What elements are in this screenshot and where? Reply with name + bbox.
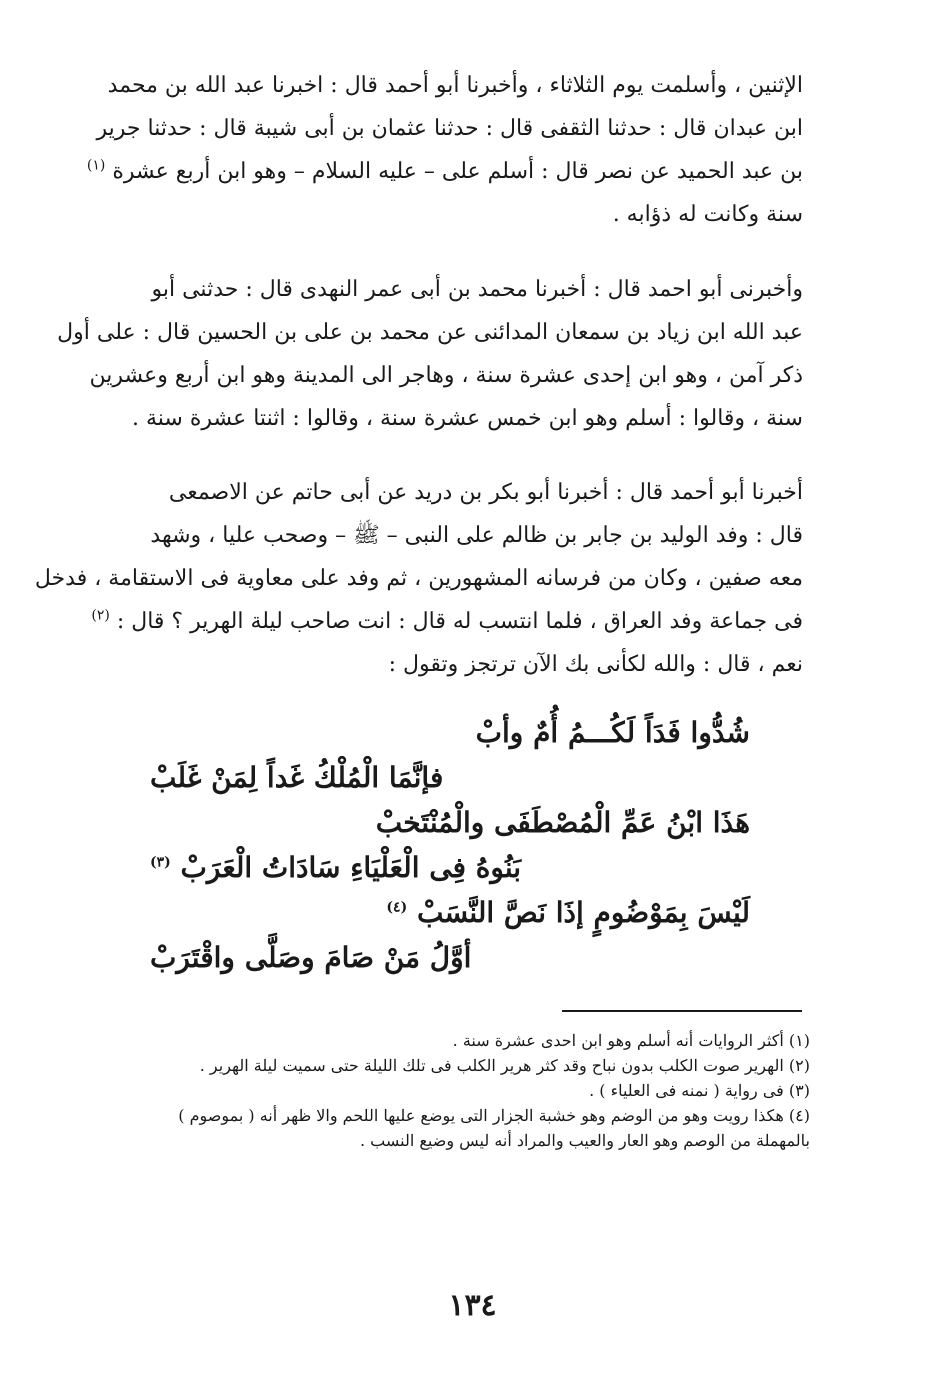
footnote-ref-2: (٢) [91, 607, 110, 624]
footnote-item: (٣) فى رواية ( نمنه فى العلياء ) . [589, 1081, 810, 1100]
footnote-ref-4: (٤) [386, 899, 408, 916]
page-number: ١٣٤ [448, 1288, 497, 1323]
paragraph-line: أخبرنا أبو أحمد قال : أخبرنا أبو بكر بن دريد عن أبى حاتم عن الاصمعى [168, 480, 803, 505]
paragraph-line: عبد الله ابن زياد بن سمعان المدائنى عن محمد بن على بن الحسين قال : على أول [57, 320, 803, 345]
poem-verse [150, 890, 750, 935]
paragraph-line: نعم ، قال : والله لكأنى بك الآن ترتجز وتقول : [388, 652, 803, 677]
poem-verse: هَذَا ابْنُ عَمِّ الْمُصْطَفَى والْمُنْتَخبْ [375, 806, 750, 839]
poem-verse: أوَّلُ مَنْ صَامَ وصَلَّى واقْتَرَبْ [150, 941, 472, 974]
paragraph-line-text: فى جماعة وفد العراق ، فلما انتسب له قال : انت صاحب ليلة الهرير ؟ قال : [116, 609, 803, 634]
footnotes [110, 1028, 810, 1153]
paragraph-line: ذكر آمن ، وهو ابن إحدى عشرة سنة ، وهاجر الى المدينة وهو ابن أربع وعشرين [89, 363, 803, 388]
paragraph-line: وأخبرنى أبو احمد قال : أخبرنا محمد بن أبى عمر النهدى قال : حدثنى أبو [151, 277, 803, 302]
paragraph-line: سنة ، وقالوا : أسلم وهو ابن خمس عشرة سنة ، وقالوا : اثنتا عشرة سنة . [131, 406, 803, 431]
paragraph-3 [34, 471, 803, 686]
paragraph-line [91, 600, 803, 643]
footnote-ref-1: (١) [86, 157, 106, 174]
paragraph-line-text: بن عبد الحميد عن نصر قال : أسلم على – عليه السلام – وهو ابن أربع عشرة [112, 159, 803, 184]
poem [150, 710, 750, 980]
paragraph-line: سنة وكانت له ذؤابه . [612, 202, 803, 227]
paragraph-line: ابن عبدان قال : حدثنا الثقفى قال : حدثنا عثمان بن أبى شيبة قال : حدثنا جرير [96, 116, 803, 141]
footnote-item: (٢) الهرير صوت الكلب بدون نباح وقد كثر هرير الكلب فى تلك الليلة حتى سميت ليلة الهرير . [199, 1056, 810, 1075]
paragraph-1 [86, 64, 803, 236]
poem-verse-text: لَيْسَ بِمَوْضُومٍ إذَا نَصَّ النَّسَبْ [416, 896, 750, 929]
poem-verse [150, 845, 750, 890]
paragraph-line: معه صفين ، وكان من فرسانه المشهورين ، ثم وفد على معاوية فى الاستقامة ، فدخل [34, 566, 803, 591]
paragraph-line: قال : وفد الوليد بن جابر بن ظالم على النبى – ﷺ – وصحب عليا ، وشهد [150, 523, 803, 548]
poem-verse: شُدُّوا فَدَاً لَكُـــمُ أُمٌ وأبْ [475, 716, 750, 749]
footnote-item: بالمهملة من الوصم وهو العار والعيب والمراد أنه ليس وضيع النسب . [360, 1131, 810, 1150]
footnote-item: (٤) هكذا رويت وهو من الوضم وهو خشبة الجزار التى يوضع عليها اللحم والا ظهر أنه ( بموصوم ) [178, 1106, 810, 1125]
footnote-item: (١) أكثر الروايات أنه أسلم وهو ابن احدى عشرة سنة . [452, 1031, 810, 1050]
paragraph-line [86, 150, 803, 193]
footnote-ref-3: (٣) [150, 854, 171, 871]
paragraph-line: الإثنين ، وأسلمت يوم الثلاثاء ، وأخبرنا أبو أحمد قال : اخبرنا عبد الله بن محمد [107, 73, 803, 98]
paragraph-2 [57, 268, 803, 440]
poem-verse: فإنَّمَا الْمُلْكُ غَداً لِمَنْ غَلَبْ [150, 761, 444, 794]
footnote-divider [562, 1010, 802, 1012]
poem-verse-text: بَنُوهُ فِى الْعَلْيَاءِ سَادَاتُ الْعَرَبْ [180, 851, 522, 884]
